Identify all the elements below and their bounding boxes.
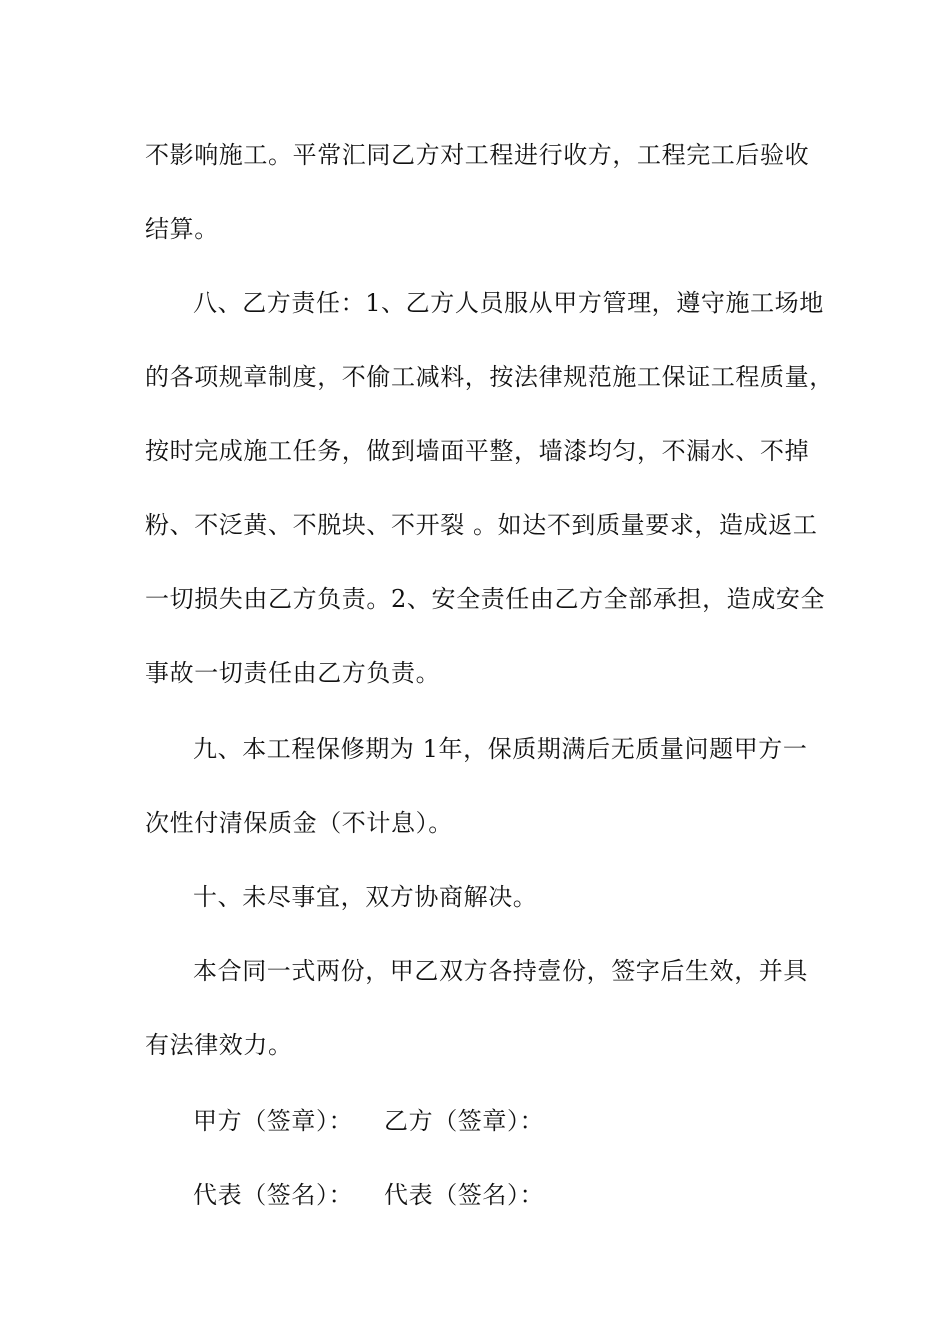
party-b-seal-label: 乙方（签章）： xyxy=(384,1107,545,1135)
paragraph-line: 粉、不泛黄、不脱块、不开裂 。如达不到质量要求，造成返工 xyxy=(145,511,818,539)
party-a-seal-label: 甲方（签章）： xyxy=(193,1107,354,1135)
paragraph-line: 一切损失由乙方负责。2、安全责任由乙方全部承担，造成安全 xyxy=(145,585,826,613)
paragraph-line: 按时完成施工任务，做到墙面平整，墙漆均匀，不漏水、不掉 xyxy=(145,437,810,465)
signature-row-name xyxy=(193,1180,544,1210)
paragraph-line: 十、未尽事宜，双方协商解决。 xyxy=(193,883,538,911)
paragraph-line: 的各项规章制度，不偷工减料，按法律规范施工保证工程质量， xyxy=(145,363,834,391)
paragraph-line: 次性付清保质金（不计息）。 xyxy=(145,809,453,837)
party-b-representative-label: 代表（签名）： xyxy=(384,1181,545,1209)
paragraph-line: 八、乙方责任：1、乙方人员服从甲方管理，遵守施工场地 xyxy=(193,289,824,317)
paragraph-line: 有法律效力。 xyxy=(145,1031,293,1059)
paragraph-line: 不影响施工。平常汇同乙方对工程进行收方，工程完工后验收 xyxy=(145,141,810,169)
paragraph-line: 九、本工程保修期为 1年，保质期满后无质量问题甲方一 xyxy=(193,735,808,763)
signature-row-seal xyxy=(193,1106,544,1136)
paragraph-line: 本合同一式两份，甲乙双方各持壹份，签字后生效，并具 xyxy=(193,957,808,985)
party-a-representative-label: 代表（签名）： xyxy=(193,1181,354,1209)
paragraph-line: 结算。 xyxy=(145,215,219,243)
paragraph-line: 事故一切责任由乙方负责。 xyxy=(145,659,441,687)
